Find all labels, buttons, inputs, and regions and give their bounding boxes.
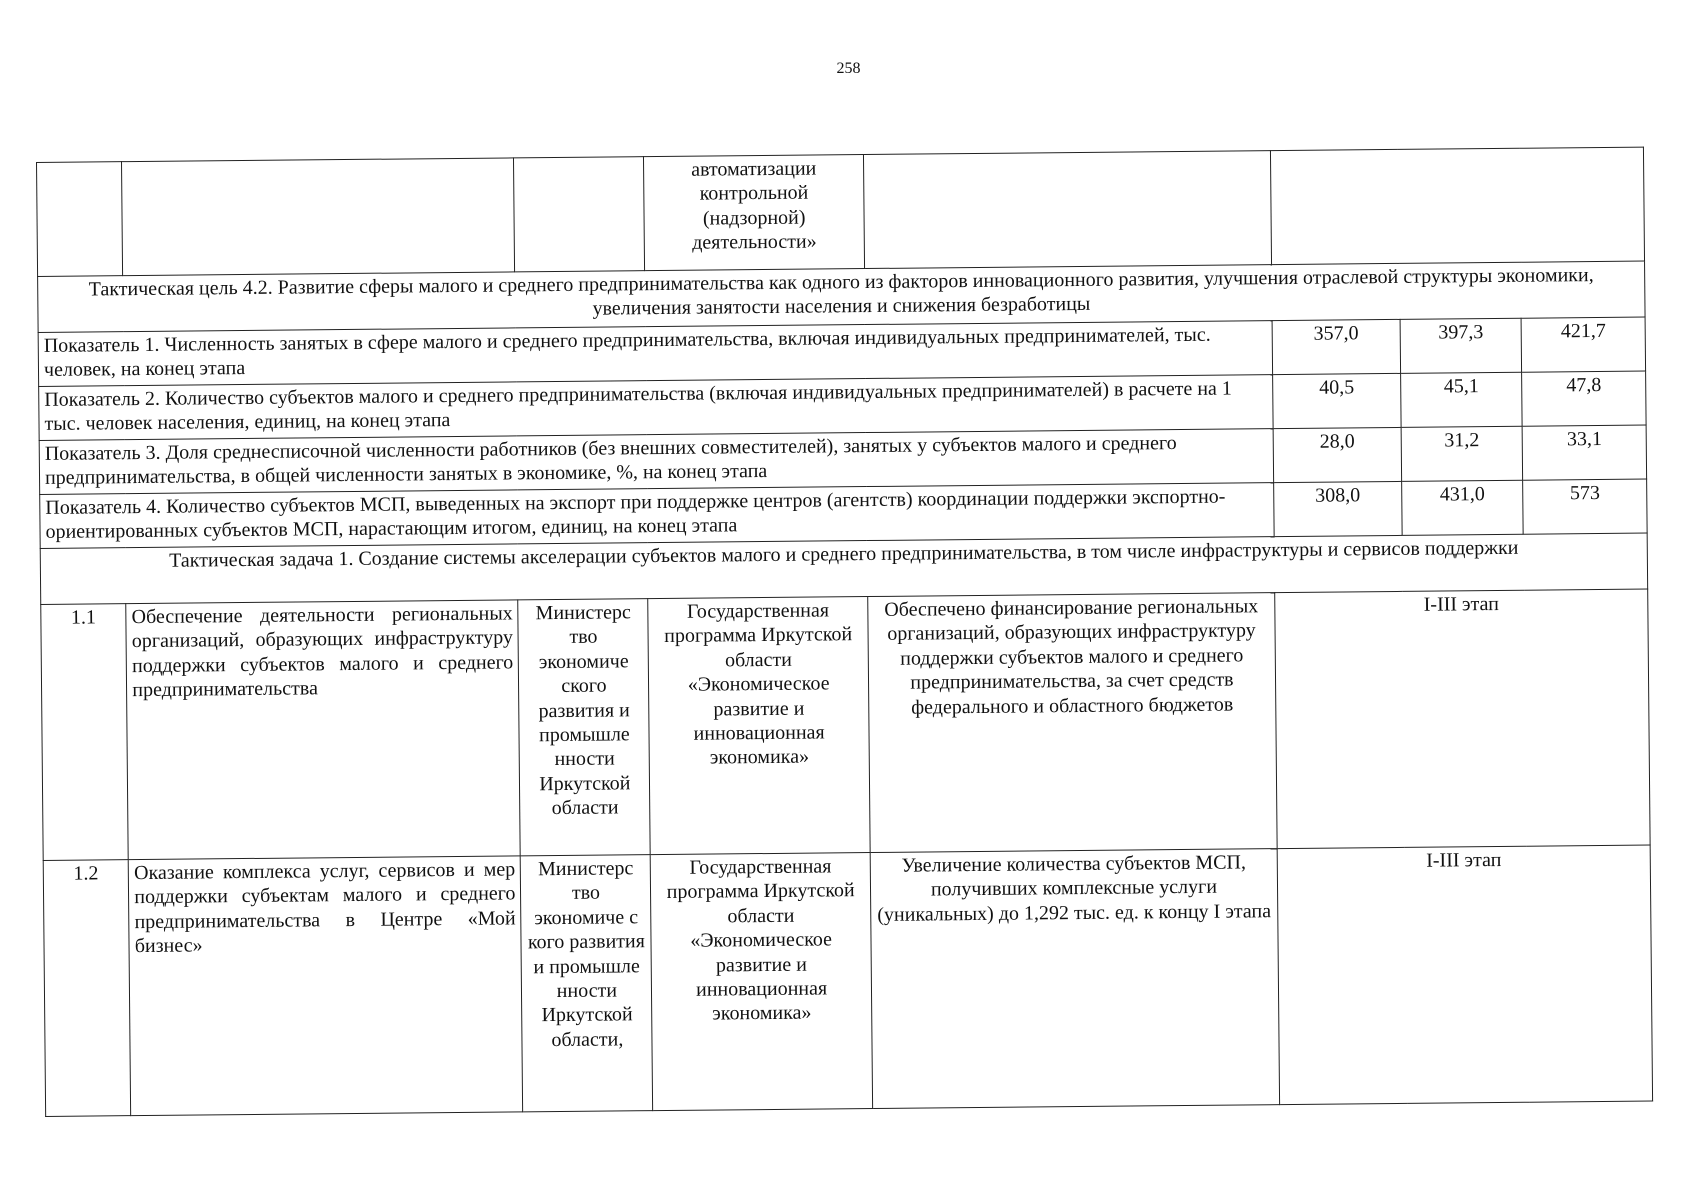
activity-row xyxy=(43,845,1652,1116)
indicator-value-stage-3: 573 xyxy=(1523,479,1647,534)
indicator-value-stage-2: 397,3 xyxy=(1400,318,1522,373)
indicator-text: Показатель 1. Численность занятых в сфере малого и среднего предпринимательства, включая индивидуальных предпринимателей, тыс. человек, на конец этапа xyxy=(38,321,1272,387)
activity-period: I-III этап xyxy=(1275,589,1650,849)
cell-empty xyxy=(122,158,515,276)
activity-name: Оказание комплекса услуг, сервисов и мер поддержки субъектам малого и среднего предпринимательства в Центре «Мой бизнес» xyxy=(128,856,523,1116)
tactical-task-text: Тактическая задача 1. Создание системы акселерации субъектов малого и среднего предпринимательства, в том числе инфраструктуры и сервисов поддержки xyxy=(40,533,1647,604)
activity-name: Обеспечение деятельности региональных организаций, образующих инфраструктуру поддержки субъектов малого и среднего предпринимательства xyxy=(126,600,521,860)
indicator-text: Показатель 3. Доля среднесписочной численности работников (без внешних совместителей), занятых у субъектов малого и среднего предпринимательства, в общей численности занятых в экономике, %, на конец этапа xyxy=(39,429,1273,495)
indicator-text: Показатель 4. Количество субъектов МСП, выведенных на экспорт при поддержке центров (агентств) координации поддержки экспортно-ориентированных субъектов МСП, нарастающим итогом, единиц, на конец этапа xyxy=(40,483,1274,549)
activity-executor: Министерс тво экономиче ского развития и промышле нности Иркутской области xyxy=(518,599,650,856)
activity-period: I-III этап xyxy=(1277,845,1652,1105)
indicator-value-stage-1: 40,5 xyxy=(1273,373,1401,428)
activity-program: Государственная программа Иркутской области «Экономическое развитие и инновационная экономика» xyxy=(648,597,870,855)
indicator-value-stage-3: 33,1 xyxy=(1522,425,1646,480)
activity-executor: Министерс тво экономиче с кого развития и промышле нности Иркутской области, xyxy=(521,855,653,1112)
indicator-text: Показатель 2. Количество субъектов малого и среднего предпринимательства (включая индивидуальных предпринимателей) в расчете на 1 тыс. человек населения, единиц, на конец этапа xyxy=(39,375,1273,441)
indicator-value-stage-1: 308,0 xyxy=(1274,481,1402,536)
page-number: 258 xyxy=(836,60,861,77)
activity-result: Увеличение количества субъектов МСП, получивших комплексные услуги (уникальных) до 1,292 тыс. ед. к концу I этапа xyxy=(870,849,1280,1109)
cell-empty xyxy=(863,151,1271,269)
tactical-goal-text: Тактическая цель 4.2. Развитие сферы малого и среднего предпринимательства как одного из факторов инновационного развития, улучшения отраслевой структуры экономики, увеличения занятости населения и снижения безработицы xyxy=(38,261,1645,332)
activity-result: Обеспечено финансирование региональных организаций, образующих инфраструктуру поддержки субъектов малого и среднего предпринимательства, за счет средств федерального и областного бюджетов xyxy=(868,593,1278,853)
cell-empty xyxy=(514,157,645,272)
indicator-value-stage-2: 431,0 xyxy=(1401,480,1523,535)
cell-empty xyxy=(1270,147,1644,265)
strategy-table xyxy=(36,147,1653,1117)
indicator-value-stage-2: 31,2 xyxy=(1401,426,1523,481)
indicator-value-stage-2: 45,1 xyxy=(1400,372,1522,427)
activity-row xyxy=(41,589,1650,860)
table-row-continuation xyxy=(37,147,1645,276)
indicator-value-stage-3: 421,7 xyxy=(1521,317,1645,372)
activity-program: Государственная программа Иркутской области «Экономическое развитие и инновационная экономика» xyxy=(651,853,873,1111)
indicator-value-stage-1: 357,0 xyxy=(1272,319,1400,374)
activity-number: 1.2 xyxy=(43,860,131,1117)
activity-number: 1.1 xyxy=(41,604,129,861)
indicator-value-stage-3: 47,8 xyxy=(1522,371,1646,426)
indicator-value-stage-1: 28,0 xyxy=(1273,427,1401,482)
cell-empty xyxy=(37,162,123,277)
continuation-measure-text: автоматизации контрольной (надзорной) деятельности» xyxy=(644,155,865,271)
